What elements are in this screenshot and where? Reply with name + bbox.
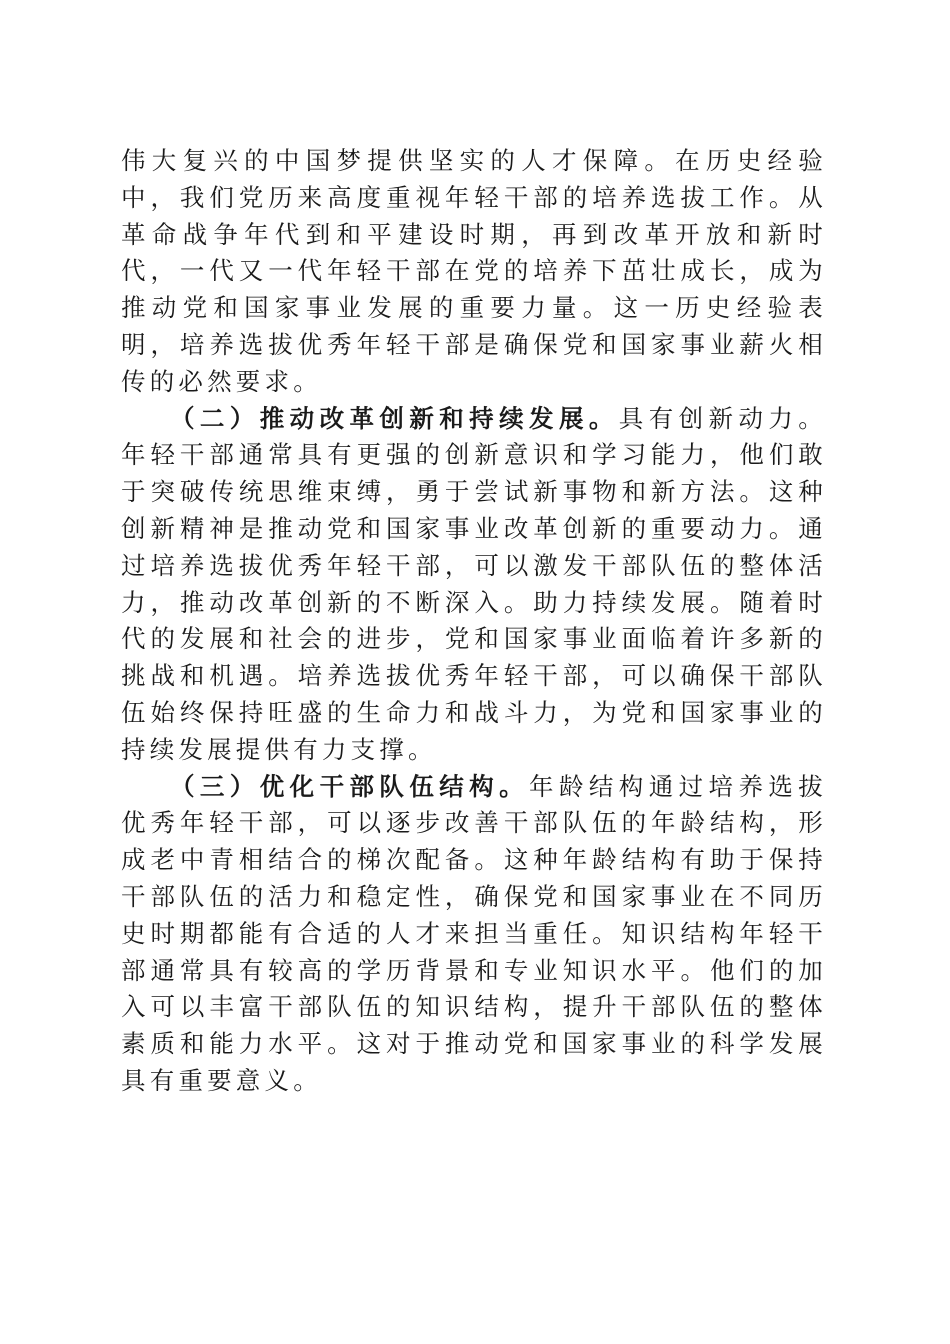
paragraph-text: 伟大复兴的中国梦提供坚实的人才保障。在历史经验中，我们党历来高度重视年轻干部的培养选拔工作。从革命战争年代到和平建设时期，再到改革开放和新时代，一代又一代年轻干部在党的培养下茁壮成长，成为推动党和国家事业发展的重要力量。这一历史经验表明，培养选拔优秀年轻干部是确保党和国家事业薪火相传的必然要求。 (121, 146, 827, 396)
paragraph-text: 年龄结构通过培养选拔优秀年轻干部，可以逐步改善干部队伍的年龄结构，形成老中青相结合的梯次配备。这种年龄结构有助于保持干部队伍的活力和稳定性，确保党和国家事业在不同历史时期都能有合适的人才来担当重任。知识结构年轻干部通常具有较高的学历背景和专业知识水平。他们的加入可以丰富干部队伍的知识结构，提升干部队伍的整体素质和能力水平。这对于推动党和国家事业的科学发展具有重要意义。 (121, 771, 827, 1095)
paragraph-text: 具有创新动力。年轻干部通常具有更强的创新意识和学习能力，他们敢于突破传统思维束缚，勇于尝试新事物和新方法。这种创新精神是推动党和国家事业改革创新的重要动力。通过培养选拔优秀年轻干部，可以激发干部队伍的整体活力，推动改革创新的不断深入。助力持续发展。随着时代的发展和社会的进步，党和国家事业面临着许多新的挑战和机遇。培养选拔优秀年轻干部，可以确保干部队伍始终保持旺盛的生命力和战斗力，为党和国家事业的持续发展提供有力支撑。 (121, 403, 827, 764)
section-heading: （二）推动改革创新和持续发展。 (170, 403, 619, 433)
paragraph-section-2 (121, 401, 827, 769)
paragraph-section-3 (121, 769, 827, 1100)
paragraph-continuation (121, 143, 827, 401)
document-page (121, 143, 827, 1100)
section-heading: （三）优化干部队伍结构。 (170, 771, 530, 801)
